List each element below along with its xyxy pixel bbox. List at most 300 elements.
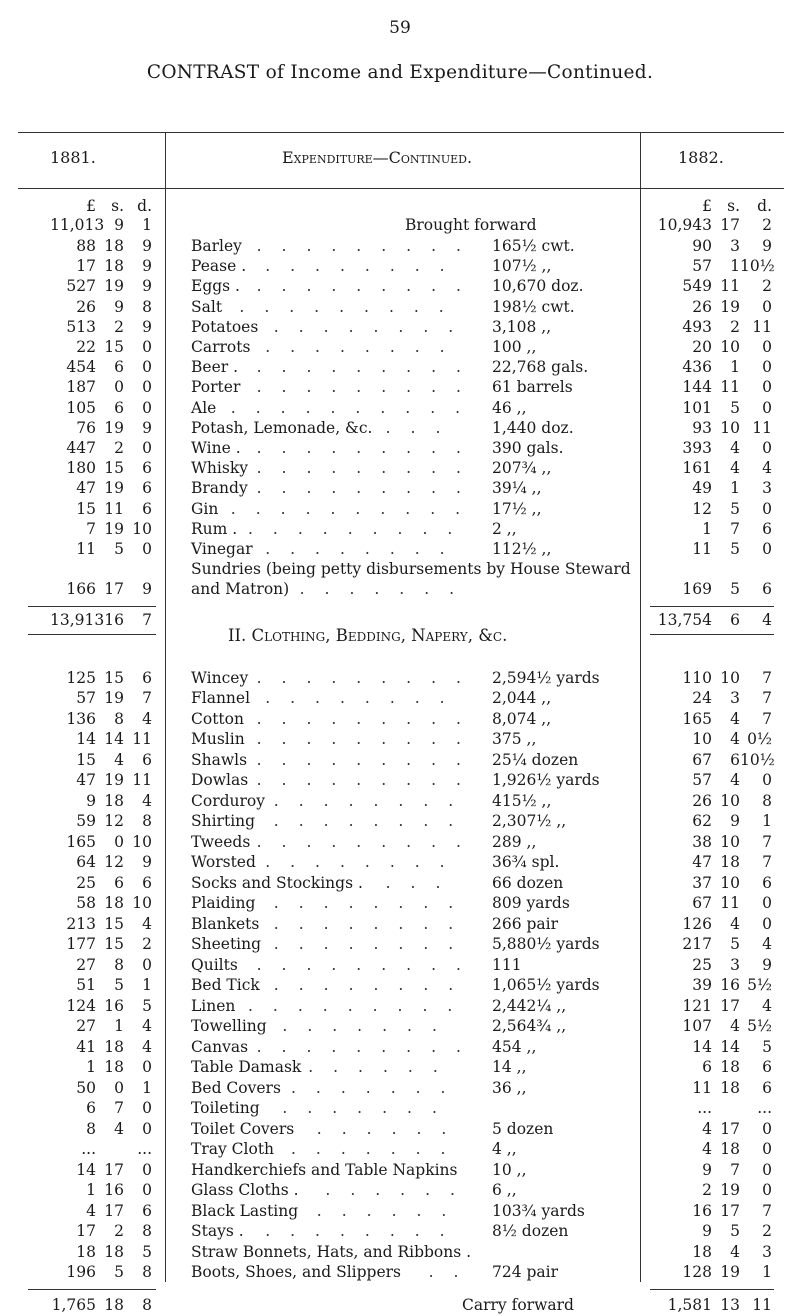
row-l-shillings: 14 bbox=[104, 730, 124, 749]
row-l-shillings: 0 bbox=[114, 832, 124, 851]
row-r-pence: 7 bbox=[762, 853, 772, 872]
table-row bbox=[0, 729, 800, 750]
row-l-pounds: 17 bbox=[76, 1222, 96, 1241]
row-l-pence: 0 bbox=[142, 1058, 152, 1077]
row-l-pence: 10 bbox=[132, 894, 152, 913]
row-l-shillings: 2 bbox=[114, 317, 124, 336]
item-quantity: 4 ,, bbox=[492, 1140, 517, 1159]
table-row bbox=[0, 770, 800, 791]
leader-dots: ......... bbox=[256, 709, 481, 728]
subtotal-r-pence: 4 bbox=[762, 610, 772, 629]
leader-dots: ......... bbox=[256, 378, 481, 397]
row-l-shillings: 15 bbox=[104, 935, 124, 954]
item-name: Boots, Shoes, and Slippers bbox=[191, 1263, 401, 1282]
row-r-shillings: 10 bbox=[720, 668, 740, 687]
item-name: Salt bbox=[191, 297, 223, 316]
item-quantity: 454 ,, bbox=[492, 1037, 537, 1056]
row-l-pounds: 8 bbox=[86, 1119, 96, 1138]
item-quantity: 375 ,, bbox=[492, 730, 537, 749]
item-quantity: 66 dozen bbox=[492, 873, 564, 892]
item-quantity: 25¼ dozen bbox=[492, 750, 579, 769]
item-name: Potatoes bbox=[191, 317, 259, 336]
leader-dots: ........ bbox=[265, 257, 465, 276]
row-r-pounds: 217 bbox=[682, 935, 712, 954]
leader-dots: ...... bbox=[325, 1181, 475, 1200]
row-r-pence: 4 bbox=[762, 459, 772, 478]
row-r-pounds: 101 bbox=[682, 398, 712, 417]
row-l-shillings: 2 bbox=[114, 439, 124, 457]
row-l-pounds: 6 bbox=[86, 1099, 96, 1118]
row-r-pence: 0 bbox=[762, 338, 772, 356]
row-r-shillings: 14 bbox=[720, 1037, 740, 1056]
row-l-pence: 5 bbox=[142, 996, 152, 1015]
row-r-pounds: 90 bbox=[692, 237, 712, 255]
item-quantity: 46 ,, bbox=[492, 398, 527, 417]
row-l-shillings: 19 bbox=[104, 479, 124, 498]
leader-dots: ......... bbox=[256, 439, 481, 457]
table-row bbox=[0, 791, 800, 812]
row-l-pounds: 447 bbox=[66, 439, 96, 457]
row-l-pounds: 22 bbox=[76, 338, 96, 356]
row-r-pounds: 9 bbox=[702, 1160, 712, 1179]
row-l-pence: 8 bbox=[142, 1222, 152, 1241]
row-l-shillings: 19 bbox=[104, 519, 124, 538]
item-quantity: 2,594½ yards bbox=[492, 668, 600, 687]
leader-dots: ........ bbox=[273, 791, 474, 810]
leader-dots: ......... bbox=[256, 771, 481, 790]
item-quantity: 103¾ yards bbox=[492, 1201, 585, 1220]
row-l-pence: 6 bbox=[142, 499, 152, 518]
row-l-pence: 0 bbox=[142, 1119, 152, 1138]
table-row bbox=[0, 317, 800, 338]
row-r-shillings: 5 bbox=[730, 935, 740, 954]
row-r-shillings: 6 bbox=[730, 750, 740, 769]
leader-dots: ....... bbox=[282, 1017, 457, 1036]
row-l-pounds: 50 bbox=[76, 1078, 96, 1097]
row-r-shillings: 19 bbox=[720, 297, 740, 316]
table-row bbox=[0, 811, 800, 832]
row-l-shillings: 19 bbox=[104, 277, 124, 296]
row-l-shillings: 19 bbox=[104, 771, 124, 790]
row-l-shillings: 6 bbox=[114, 873, 124, 892]
row-r-pence: 0 bbox=[762, 1181, 772, 1200]
item-name: Wincey bbox=[191, 668, 249, 687]
item-name: Wine . bbox=[191, 439, 241, 457]
row-r-pence: 10½ bbox=[740, 750, 775, 769]
table-row bbox=[0, 1119, 800, 1140]
row-r-shillings: 4 bbox=[730, 914, 740, 933]
row-r-pounds: 20 bbox=[692, 338, 712, 356]
item-name: Canvas bbox=[191, 1037, 249, 1056]
header-1881: 1881. bbox=[50, 148, 96, 167]
row-r-pounds: 165 bbox=[682, 709, 712, 728]
leader-dots: ........ bbox=[273, 914, 474, 933]
row-r-pence: 4 bbox=[762, 996, 772, 1015]
row-l-shillings: 19 bbox=[104, 418, 124, 437]
row-l-shillings: 5 bbox=[114, 540, 124, 558]
total-rule-right bbox=[650, 1289, 774, 1290]
table-row bbox=[0, 1180, 800, 1201]
row-l-pounds: 15 bbox=[76, 750, 96, 769]
row-r-shillings: 4 bbox=[730, 730, 740, 749]
row-r-pence: 0 bbox=[762, 894, 772, 913]
row-r-shillings: 1 bbox=[730, 358, 740, 377]
table-row bbox=[0, 955, 800, 976]
row-l-pence: 0 bbox=[142, 358, 152, 377]
row-l-shillings: 15 bbox=[104, 914, 124, 933]
page-number: 59 bbox=[389, 18, 411, 38]
row-l-pounds: 105 bbox=[66, 398, 96, 417]
row-r-shillings: 10 bbox=[720, 338, 740, 356]
row-r-shillings: 5 bbox=[730, 540, 740, 558]
row-r-pounds: 47 bbox=[692, 853, 712, 872]
subtotal-l-pence: 7 bbox=[142, 610, 152, 629]
subtotal-r-pounds: 13,754 bbox=[657, 610, 712, 629]
row-r-pence: 0 bbox=[762, 439, 772, 457]
carry-forward-label: Carry forward bbox=[462, 1295, 574, 1314]
item-quantity: 10 ,, bbox=[492, 1160, 527, 1179]
row-l-pence: 0 bbox=[142, 338, 152, 356]
header-rule bbox=[18, 188, 784, 189]
row-r-pence: 5½ bbox=[747, 976, 772, 995]
row-r-pounds: 1 bbox=[702, 519, 712, 538]
row-r-pounds: 493 bbox=[682, 317, 712, 336]
table-row bbox=[0, 975, 800, 996]
row-r-shillings: 3 bbox=[730, 955, 740, 974]
row-r-pounds: 11 bbox=[692, 1078, 712, 1097]
row-l-pence: 5 bbox=[142, 1242, 152, 1261]
row-r-pounds: 18 bbox=[692, 1242, 712, 1261]
subtotal-underline-left bbox=[28, 634, 156, 635]
leader-dots: ........ bbox=[273, 935, 474, 954]
row-l-pounds: 1 bbox=[86, 1058, 96, 1077]
row-r-pounds: 93 bbox=[692, 418, 712, 437]
row-l-pence: 1 bbox=[142, 976, 152, 995]
row-l-pence: 8 bbox=[142, 812, 152, 831]
table-row bbox=[0, 256, 800, 277]
table-row bbox=[0, 750, 800, 771]
row-l-pounds: 11 bbox=[76, 540, 96, 558]
row-r-pence: 0 bbox=[762, 398, 772, 417]
row-r-pence: 0 bbox=[762, 771, 772, 790]
row-r-pence: 5 bbox=[762, 1037, 772, 1056]
subtotal-underline-right bbox=[650, 634, 774, 635]
row-l-pence: 4 bbox=[142, 1017, 152, 1036]
row-r-shillings: 11 bbox=[720, 894, 740, 913]
row-l-shillings: 19 bbox=[104, 689, 124, 708]
table-row bbox=[0, 276, 800, 297]
row-l-shillings: 15 bbox=[104, 338, 124, 356]
sundries-l-pence: 9 bbox=[142, 580, 152, 599]
row-l-pounds: 47 bbox=[76, 479, 96, 498]
row-l-pounds: 125 bbox=[66, 668, 96, 687]
item-quantity: 14 ,, bbox=[492, 1058, 527, 1077]
row-l-pounds: 513 bbox=[66, 317, 96, 336]
row-l-pence: 0 bbox=[142, 398, 152, 417]
table-row bbox=[0, 478, 800, 499]
brought-l-pounds: 11,013 bbox=[50, 216, 105, 234]
row-r-pence: 7 bbox=[762, 832, 772, 851]
row-l-pounds: 9 bbox=[86, 791, 96, 810]
row-l-pence: 4 bbox=[142, 791, 152, 810]
leader-dots: ......... bbox=[256, 277, 481, 296]
row-l-pence: 6 bbox=[142, 873, 152, 892]
subtotal-l-pounds: 13,913 bbox=[50, 610, 105, 629]
item-quantity: 415½ ,, bbox=[492, 791, 552, 810]
row-r-pounds: 37 bbox=[692, 873, 712, 892]
table-row bbox=[0, 539, 800, 560]
row-r-pence: 6 bbox=[762, 873, 772, 892]
leader-dots: ......... bbox=[256, 459, 481, 478]
carry-r-shillings: 13 bbox=[720, 1295, 740, 1314]
leader-dots: ......... bbox=[256, 668, 481, 687]
row-r-pounds: 67 bbox=[692, 894, 712, 913]
row-l-shillings: 18 bbox=[104, 257, 124, 276]
carry-l-pence: 8 bbox=[142, 1295, 152, 1314]
row-l-pence: 0 bbox=[142, 378, 152, 397]
item-quantity: 1,926½ yards bbox=[492, 771, 600, 790]
subtotal-rule-left bbox=[28, 606, 156, 607]
table-row bbox=[0, 1201, 800, 1222]
row-l-shillings: 9 bbox=[114, 297, 124, 316]
row-l-pounds: 1 bbox=[86, 1181, 96, 1200]
row-r-shillings: 10 bbox=[720, 873, 740, 892]
row-r-shillings: 7 bbox=[730, 519, 740, 538]
row-l-pounds: 196 bbox=[66, 1263, 96, 1282]
row-l-shillings: 15 bbox=[104, 668, 124, 687]
row-l-pence: 7 bbox=[142, 689, 152, 708]
row-r-pence: 7 bbox=[762, 689, 772, 708]
row-r-shillings: 10 bbox=[720, 791, 740, 810]
item-name: Tweeds bbox=[191, 832, 251, 851]
item-name: Stays . bbox=[191, 1222, 244, 1241]
row-l-shillings: 5 bbox=[114, 1263, 124, 1282]
item-name: Rum . bbox=[191, 519, 238, 538]
item-quantity: 6 ,, bbox=[492, 1181, 517, 1200]
item-name: Linen bbox=[191, 996, 236, 1015]
row-r-pounds: 436 bbox=[682, 358, 712, 377]
row-l-shillings: 0 bbox=[114, 1078, 124, 1097]
row-r-pence: 11 bbox=[752, 317, 772, 336]
item-quantity: 3,108 ,, bbox=[492, 317, 552, 336]
item-name: Eggs . bbox=[191, 277, 240, 296]
row-r-shillings: 10 bbox=[720, 418, 740, 437]
leader-dots: ........ bbox=[273, 317, 474, 336]
total-rule-left bbox=[28, 1289, 156, 1290]
row-l-shillings: 6 bbox=[114, 398, 124, 417]
row-l-pounds: 165 bbox=[66, 832, 96, 851]
item-quantity: 5 dozen bbox=[492, 1119, 554, 1138]
sundries-r-pence: 6 bbox=[762, 580, 772, 599]
item-quantity: 36¾ spl. bbox=[492, 853, 560, 872]
leader-dots: ........ bbox=[265, 1222, 465, 1241]
table-row bbox=[0, 1098, 800, 1119]
item-name: Vinegar bbox=[191, 540, 253, 558]
sundries-text-2: and Matron) bbox=[191, 580, 290, 599]
row-l-pounds: 7 bbox=[86, 519, 96, 538]
row-r-pence: 2 bbox=[762, 277, 772, 296]
row-r-shillings: 4 bbox=[730, 459, 740, 478]
leader-dots: .......... bbox=[230, 499, 481, 518]
sundries-r-pounds: 169 bbox=[682, 580, 712, 599]
row-r-pence: 0½ bbox=[747, 730, 772, 749]
row-l-pence: 2 bbox=[142, 935, 152, 954]
row-r-pence: 6 bbox=[762, 1078, 772, 1097]
row-r-shillings: 4 bbox=[730, 709, 740, 728]
table-row bbox=[0, 709, 800, 730]
item-quantity: 2,442¼ ,, bbox=[492, 996, 567, 1015]
row-l-pence: 11 bbox=[132, 730, 152, 749]
item-name: Bed Tick bbox=[191, 976, 260, 995]
row-l-pounds: 124 bbox=[66, 996, 96, 1015]
leader-dots: ....... bbox=[291, 1078, 466, 1097]
row-r-shillings: 4 bbox=[730, 1242, 740, 1261]
item-quantity: 8,074 ,, bbox=[492, 709, 552, 728]
row-r-shillings: 18 bbox=[720, 853, 740, 872]
item-name: Potash, Lemonade, &c. bbox=[191, 418, 373, 437]
row-r-pounds: 144 bbox=[682, 378, 712, 397]
row-l-pence: 4 bbox=[142, 709, 152, 728]
item-quantity: 2,564¾ ,, bbox=[492, 1017, 567, 1036]
row-r-shillings: 2 bbox=[730, 317, 740, 336]
leader-dots: .. bbox=[428, 1263, 479, 1282]
item-name: Socks and Stockings . bbox=[191, 873, 363, 892]
page-title: CONTRAST of Income and Expenditure—Continued. bbox=[146, 62, 654, 83]
row-r-shillings: 10 bbox=[720, 832, 740, 851]
row-r-pence: 1 bbox=[762, 1263, 772, 1282]
item-name: Whisky bbox=[191, 459, 248, 478]
row-r-pence: 11 bbox=[752, 418, 772, 437]
row-r-pounds: 57 bbox=[692, 771, 712, 790]
row-r-pence: 3 bbox=[762, 479, 772, 498]
row-l-pence: 8 bbox=[142, 297, 152, 316]
row-l-shillings: 2 bbox=[114, 1222, 124, 1241]
table-row bbox=[0, 1037, 800, 1058]
item-name: Worsted bbox=[191, 853, 256, 872]
table-row bbox=[0, 1221, 800, 1242]
leader-dots: ........ bbox=[273, 812, 474, 831]
item-name: Flannel bbox=[191, 689, 251, 708]
row-l-pence: 6 bbox=[142, 459, 152, 478]
row-l-pence: 9 bbox=[142, 277, 152, 296]
row-l-pounds: 59 bbox=[76, 812, 96, 831]
sundries-text-1: Sundries (being petty disbursements by House Steward bbox=[191, 560, 631, 579]
row-r-shillings: 4 bbox=[730, 1017, 740, 1036]
row-r-pence: 0 bbox=[762, 1140, 772, 1159]
item-quantity: 207¾ ,, bbox=[492, 459, 552, 478]
table-row bbox=[0, 893, 800, 914]
leader-dots: ... bbox=[385, 418, 461, 437]
unit-l-pence: d. bbox=[137, 197, 152, 215]
row-r-pence: ... bbox=[757, 1099, 772, 1118]
row-r-pence: 0 bbox=[762, 1160, 772, 1179]
sundries-l-shillings: 17 bbox=[104, 580, 124, 599]
header-1882: 1882. bbox=[678, 148, 724, 167]
row-l-pounds: 213 bbox=[66, 914, 96, 933]
row-r-pounds: 2 bbox=[702, 1181, 712, 1200]
item-name: Tray Cloth bbox=[191, 1140, 275, 1159]
section-2-title: II. Clothing, Bedding, Napery, &c. bbox=[228, 625, 508, 645]
row-r-pence: 9 bbox=[762, 237, 772, 255]
row-l-shillings: 18 bbox=[104, 1242, 124, 1261]
item-name: Toilet Covers bbox=[191, 1119, 295, 1138]
item-quantity: 289 ,, bbox=[492, 832, 537, 851]
row-r-pounds: 67 bbox=[692, 750, 712, 769]
table-row bbox=[0, 1242, 800, 1263]
table-row bbox=[0, 873, 800, 894]
table-row bbox=[0, 418, 800, 439]
row-r-shillings: 3 bbox=[730, 237, 740, 255]
row-r-pence: 1 bbox=[762, 812, 772, 831]
item-name: Blankets bbox=[191, 914, 260, 933]
item-quantity: 39¼ ,, bbox=[492, 479, 542, 498]
leader-dots: ......... bbox=[248, 996, 473, 1015]
row-l-pounds: 15 bbox=[76, 499, 96, 518]
item-name: Shirting bbox=[191, 812, 256, 831]
row-l-pounds: 17 bbox=[76, 257, 96, 276]
row-r-pounds: 26 bbox=[692, 791, 712, 810]
row-l-pence: 9 bbox=[142, 853, 152, 872]
row-r-shillings: 17 bbox=[720, 1119, 740, 1138]
row-r-pounds: 6 bbox=[702, 1058, 712, 1077]
item-name: Sheeting bbox=[191, 935, 262, 954]
table-row bbox=[0, 499, 800, 520]
table-row bbox=[0, 519, 800, 540]
row-r-pence: 5½ bbox=[747, 1017, 772, 1036]
item-quantity: 1,065½ yards bbox=[492, 976, 600, 995]
row-r-shillings: 4 bbox=[730, 439, 740, 457]
row-l-shillings: 17 bbox=[104, 1201, 124, 1220]
row-l-pounds: 527 bbox=[66, 277, 96, 296]
leader-dots: ........ bbox=[265, 338, 465, 356]
row-r-pounds: 24 bbox=[692, 689, 712, 708]
row-l-shillings: 18 bbox=[104, 791, 124, 810]
row-r-pence: 2 bbox=[762, 1222, 772, 1241]
item-name: Muslin bbox=[191, 730, 245, 749]
row-r-shillings: 5 bbox=[730, 499, 740, 518]
row-l-shillings: 16 bbox=[104, 996, 124, 1015]
row-r-shillings: 4 bbox=[730, 771, 740, 790]
item-quantity: 2,307½ ,, bbox=[492, 812, 567, 831]
row-r-pence: 0 bbox=[762, 540, 772, 558]
row-l-pounds: 26 bbox=[76, 297, 96, 316]
row-l-pence: 4 bbox=[142, 914, 152, 933]
row-l-shillings: 18 bbox=[104, 1037, 124, 1056]
row-l-shillings: 11 bbox=[104, 499, 124, 518]
row-r-pounds: 49 bbox=[692, 479, 712, 498]
item-name: Gin bbox=[191, 499, 219, 518]
row-r-pounds: 38 bbox=[692, 832, 712, 851]
row-r-shillings: 18 bbox=[720, 1140, 740, 1159]
item-quantity: 10,670 doz. bbox=[492, 277, 584, 296]
item-quantity: 22,768 gals. bbox=[492, 358, 589, 377]
item-quantity: 8½ dozen bbox=[492, 1222, 569, 1241]
row-l-pounds: 25 bbox=[76, 873, 96, 892]
row-l-pence: 0 bbox=[142, 1099, 152, 1118]
row-l-pounds: 58 bbox=[76, 894, 96, 913]
row-r-pounds: 4 bbox=[702, 1119, 712, 1138]
row-r-pounds: 110 bbox=[682, 668, 712, 687]
row-l-pence: 8 bbox=[142, 1263, 152, 1282]
carry-l-shillings: 18 bbox=[104, 1295, 124, 1314]
item-name: Shawls bbox=[191, 750, 248, 769]
subtotal-rule-right bbox=[650, 606, 774, 607]
row-r-shillings: 17 bbox=[720, 1201, 740, 1220]
item-quantity: 5,880½ yards bbox=[492, 935, 600, 954]
unit-l-shillings: s. bbox=[111, 197, 124, 215]
item-quantity: 724 pair bbox=[492, 1263, 559, 1282]
leader-dots: ........ bbox=[273, 894, 474, 913]
